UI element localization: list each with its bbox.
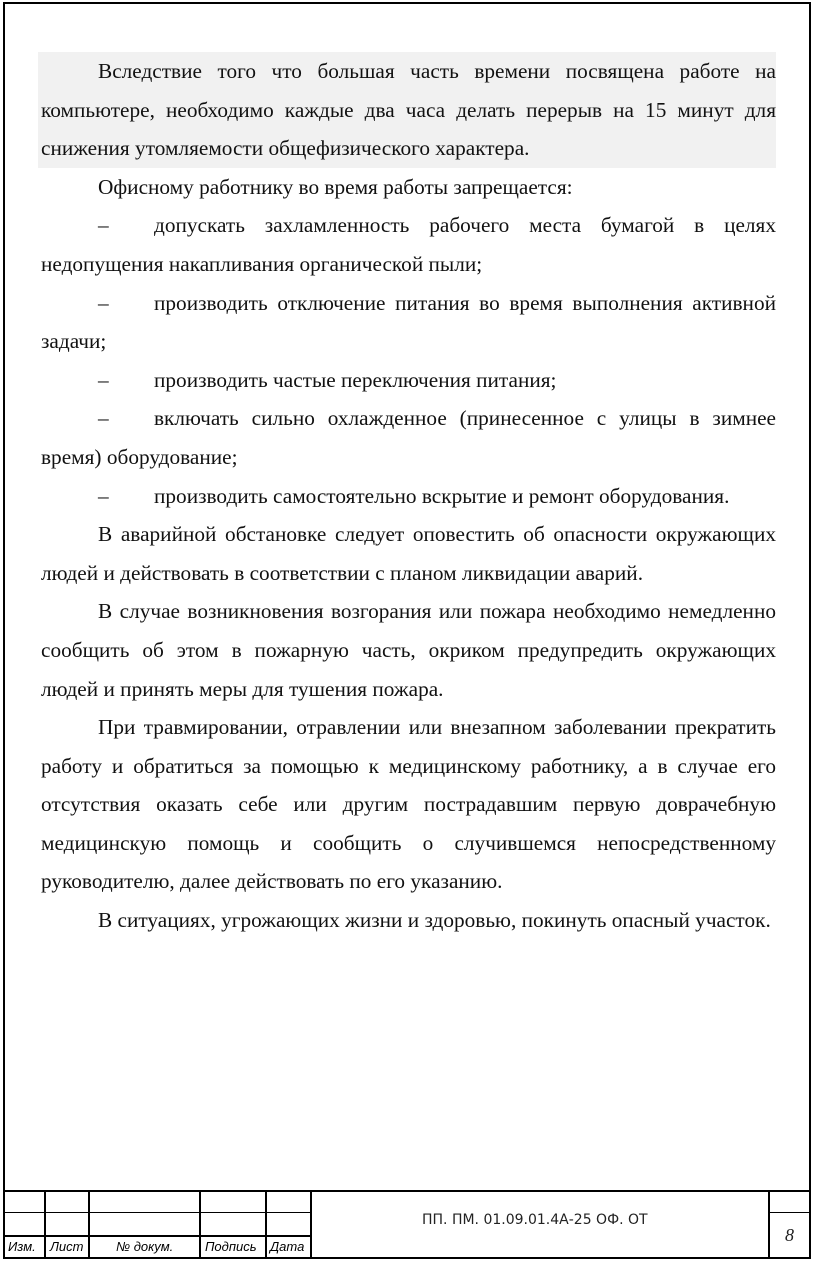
stamp-label-date: Дата bbox=[270, 1239, 305, 1254]
page-cell-line bbox=[769, 1212, 811, 1213]
forbidden-heading: Офисному работнику во время работы запрещается: bbox=[98, 174, 573, 199]
stamp-column-line bbox=[88, 1190, 90, 1259]
page-number: 8 bbox=[785, 1225, 794, 1245]
list-item-text: производить частые переключения питания; bbox=[154, 367, 557, 392]
dash-marker: – bbox=[98, 213, 109, 238]
fire-paragraph: В случае возникновения возгорания или пожара необходимо немедленно сообщить об этом в пожарную часть, окриком предупредить окружающих людей и принять меры для тушения пожара. bbox=[41, 599, 776, 701]
list-item bbox=[41, 399, 776, 476]
intro-paragraph: Вследствие того что большая часть времени посвящена работе на компьютере, необходимо каждые два часа делать перерыв на 15 минут для снижения утомляемости общефизического характера. bbox=[38, 52, 776, 168]
stamp-label-signature: Подпись bbox=[205, 1239, 257, 1254]
stamp-column-line bbox=[768, 1190, 770, 1259]
dash-marker: – bbox=[98, 483, 109, 508]
list-item-text: производить отключение питания во время выполнения активной задачи; bbox=[41, 290, 776, 354]
list-item bbox=[41, 206, 776, 283]
dash-marker: – bbox=[98, 406, 109, 431]
stamp-column-line bbox=[199, 1190, 201, 1259]
stamp-column-line bbox=[265, 1190, 267, 1259]
list-item-text: включать сильно охлажденное (принесенное с улицы в зимнее время) оборудование; bbox=[41, 406, 776, 469]
stamp-label-doc-number: № докум. bbox=[116, 1239, 174, 1254]
document-code: ПП. ПМ. 01.09.01.4А-25 ОФ. ОТ bbox=[422, 1212, 648, 1228]
list-item-text: допускать захламленность рабочего места бумагой в целях недопущения накапливания органической пыли; bbox=[41, 213, 776, 276]
stamp-label-sheet: Лист bbox=[50, 1239, 84, 1254]
stamp-top-border bbox=[3, 1190, 811, 1192]
list-item-text: производить самостоятельно вскрытие и ремонт оборудования. bbox=[154, 483, 730, 508]
stamp-column-line bbox=[310, 1190, 312, 1259]
dash-marker: – bbox=[98, 290, 109, 315]
list-item bbox=[41, 361, 776, 400]
list-item bbox=[41, 284, 776, 361]
dash-marker: – bbox=[98, 367, 109, 392]
stamp-label-change: Изм. bbox=[8, 1239, 36, 1254]
injury-paragraph: При травмировании, отравлении или внезапном заболевании прекратить работу и обратиться за помощью к медицинскому работнику, а в случае его отсутствия оказать себе или другим пострадавшим первую доврачебную медицинскую помощь и сообщить о случившемся непосредственному руководителю, далее действовать по его указанию. bbox=[41, 715, 776, 894]
stamp-column-line bbox=[44, 1190, 46, 1259]
danger-paragraph: В ситуациях, угрожающих жизни и здоровью, покинуть опасный участок. bbox=[98, 908, 771, 933]
list-item bbox=[41, 477, 776, 516]
document-body bbox=[41, 52, 776, 940]
emergency-paragraph: В аварийной обстановке следует оповестить об опасности окружающих людей и действовать в соответствии с планом ликвидации аварий. bbox=[41, 522, 776, 585]
